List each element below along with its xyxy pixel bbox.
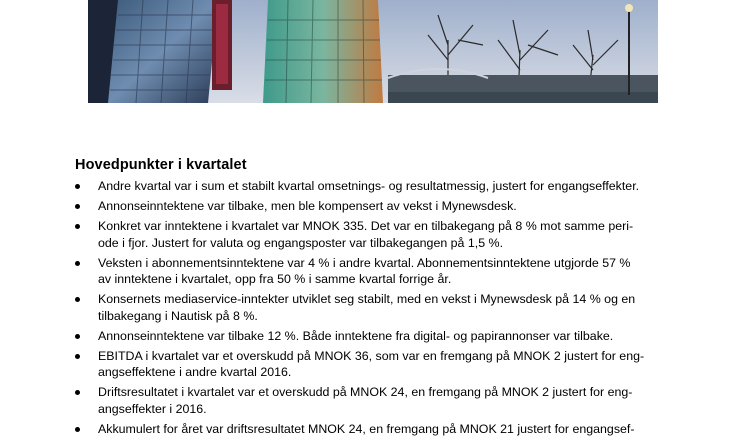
list-item <box>75 421 675 438</box>
list-item <box>75 178 675 195</box>
bullet-icon <box>75 334 80 339</box>
list-item-text: EBITDA i kvartalet var et overskudd på MNOK 36, som var en fremgang på MNOK 2 justert for eng- <box>98 348 645 363</box>
bullet-icon <box>75 224 80 229</box>
bullet-icon <box>75 204 80 209</box>
list-item-text: Konkret var inntektene i kvartalet var MNOK 335. Det var en tilbakegang på 8 % mot samme peri- <box>98 218 634 233</box>
list-item <box>75 198 675 215</box>
list-item-text: Annonseinntektene var tilbake 12 %. Både inntektene fra digital- og papirannonser var tilbake. <box>98 328 614 343</box>
list-item <box>75 218 675 251</box>
list-item-text: av inntektene i kvartalet, opp fra 50 % i samme kvartal forrige år. <box>98 272 452 287</box>
list-item-text: Andre kvartal var i sum et stabilt kvartal omsetnings- og resultatmessig, justert for engangseffekter. <box>98 179 640 193</box>
list-item-text: tilbakegang i Nautisk på 8 %. <box>98 308 258 323</box>
list-item-text: Veksten i abonnementsinntektene var 4 % i andre kvartal. Abonnementsinntektene utgjorde 57 % <box>98 255 631 270</box>
hero-photo <box>88 0 658 103</box>
bullet-icon <box>75 427 80 432</box>
bullet-icon <box>75 261 80 266</box>
bullet-icon <box>75 354 80 359</box>
list-item <box>75 348 675 381</box>
list-item-text: Konsernets mediaservice-inntekter utviklet seg stabilt, med en vekst i Mynewsdesk på 14 % og en <box>98 292 636 307</box>
list-item-text: Akkumulert for året var driftsresultatet MNOK 24, en fremgang på MNOK 21 justert for engangsef- <box>98 421 635 436</box>
list-item-text: angseffekter i 2016. <box>98 401 207 416</box>
list-item-text: angseffektene i andre kvartal 2016. <box>98 365 292 380</box>
bullet-icon <box>75 184 80 189</box>
list-item-text: ode i fjor. Justert for valuta og engangsposter var tilbakegangen på 1,5 %. <box>98 235 504 250</box>
highlights-list <box>75 178 675 441</box>
list-item-text: Driftsresultatet i kvartalet var et overskudd på MNOK 24, en fremgang på MNOK 2 justert for eng- <box>98 385 633 400</box>
list-item-text: Annonseinntektene var tilbake, men ble kompensert av vekst i Mynewsdesk. <box>98 198 517 213</box>
list-item <box>75 328 675 345</box>
list-item <box>75 384 675 417</box>
list-item <box>75 255 675 288</box>
section-title: Hovedpunkter i kvartalet <box>75 157 247 173</box>
list-item <box>75 291 675 324</box>
bullet-icon <box>75 390 80 395</box>
bullet-icon <box>75 297 80 302</box>
